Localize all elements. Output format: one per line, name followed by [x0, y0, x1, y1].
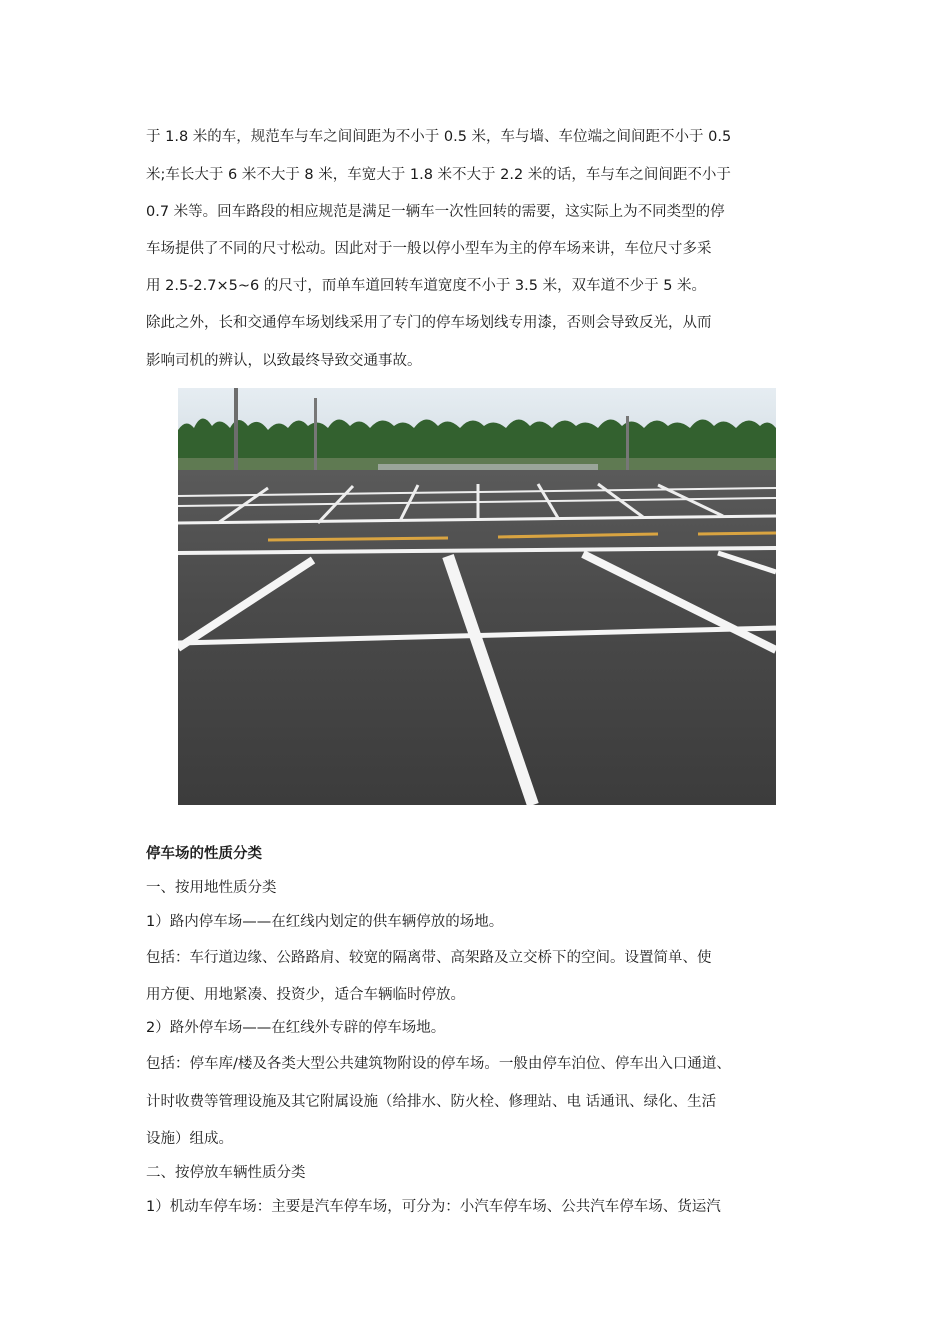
- section-title: 停车场的性质分类: [146, 846, 262, 862]
- list-item: 1）路内停车场——在红线内划定的供车辆停放的场地。: [146, 914, 504, 930]
- subheading: 二、按停放车辆性质分类: [146, 1165, 306, 1181]
- text-line: 设施）组成。: [146, 1131, 233, 1147]
- text-line: 0.7 米等。回车路段的相应规范是满足一辆车一次性回转的需要，这实际上为不同类型的停: [146, 204, 725, 220]
- text-line: 米;车长大于 6 米不大于 8 米，车宽大于 1.8 米不大于 2.2 米的话，车与车之间间距不小于: [146, 167, 731, 183]
- list-item: 2）路外停车场——在红线外专辟的停车场地。: [146, 1020, 446, 1036]
- text-line: 除此之外，长和交通停车场划线采用了专门的停车场划线专用漆，否则会导致反光，从而: [146, 315, 712, 331]
- text-line: 用 2.5-2.7×5~6 的尺寸，而单车道回转车道宽度不小于 3.5 米，双车道不少于 5 米。: [146, 278, 707, 294]
- list-item: 1）机动车停车场：主要是汽车停车场，可分为：小汽车停车场、公共汽车停车场、货运汽: [146, 1199, 721, 1215]
- parking-lot-photo: [178, 388, 776, 805]
- text-line: 包括：停车库/楼及各类大型公共建筑物附设的停车场。一般由停车泊位、停车出入口通道、: [146, 1056, 731, 1072]
- text-line: 影响司机的辨认，以致最终导致交通事故。: [146, 353, 422, 369]
- subheading: 一、按用地性质分类: [146, 880, 277, 896]
- text-line: 包括：车行道边缘、公路路肩、较宽的隔离带、高架路及立交桥下的空间。设置简单、使: [146, 950, 712, 966]
- text-line: 计时收费等管理设施及其它附属设施（给排水、防火栓、修理站、电 话通讯、绿化、生活: [146, 1094, 717, 1110]
- text-line: 用方便、用地紧凑、投资少，适合车辆临时停放。: [146, 987, 465, 1003]
- text-line: 于 1.8 米的车，规范车与车之间间距为不小于 0.5 米，车与墙、车位端之间间距不小于 0.5: [146, 129, 732, 145]
- text-line: 车场提供了不同的尺寸松动。因此对于一般以停小型车为主的停车场来讲，车位尺寸多采: [146, 241, 712, 257]
